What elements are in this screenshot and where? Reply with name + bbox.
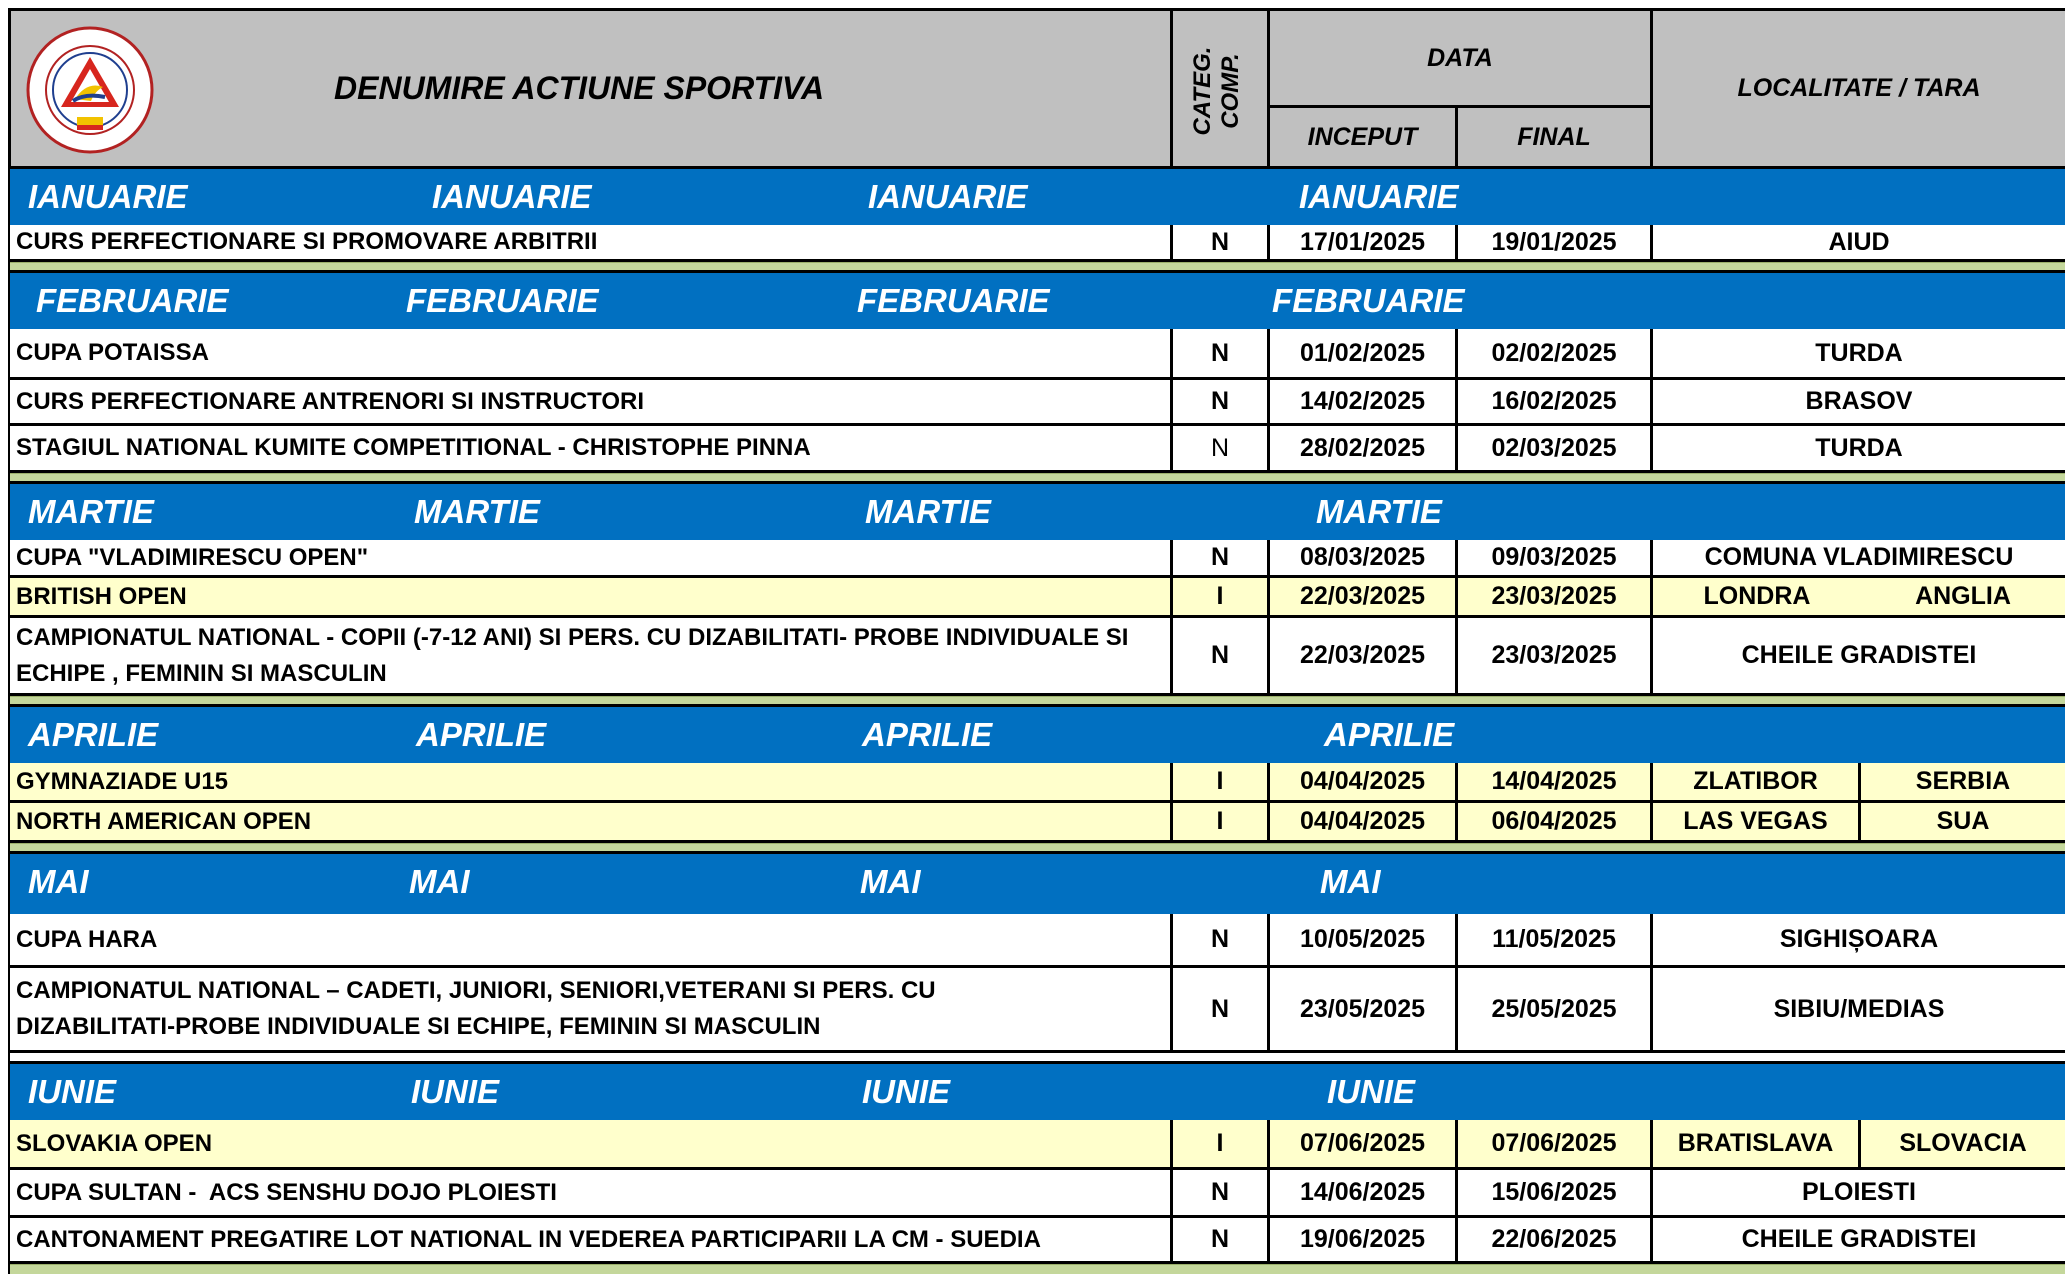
event-start-date: 10/05/2025 (1270, 914, 1458, 968)
event-category: I (1173, 1120, 1270, 1170)
event-end-date: 14/04/2025 (1458, 763, 1653, 803)
event-row (10, 329, 2065, 380)
month-label: MARTIE (1316, 493, 1442, 530)
month-label: IUNIE (411, 1073, 500, 1110)
event-end-date: 23/03/2025 (1458, 578, 1653, 618)
event-location: BRASOV (1653, 380, 2065, 426)
event-name: NORTH AMERICAN OPEN (10, 803, 1173, 843)
event-end-date: 15/06/2025 (1458, 1170, 1653, 1218)
month-band-iunie (10, 1064, 2065, 1120)
event-start-date: 07/06/2025 (1270, 1120, 1458, 1170)
month-label: IANUARIE (868, 178, 1028, 215)
event-country: SUA (1861, 803, 2065, 843)
event-name: CUPA "VLADIMIRESCU OPEN" (10, 540, 1173, 578)
month-label: IANUARIE (432, 178, 592, 215)
event-row (10, 380, 2065, 426)
event-location: CHEILE GRADISTEI (1653, 618, 2065, 696)
event-location: COMUNA VLADIMIRESCU (1653, 540, 2065, 578)
event-start-date: 22/03/2025 (1270, 618, 1458, 696)
header-title-cell (11, 11, 1173, 169)
event-category: N (1173, 968, 1270, 1053)
month-label: MAI (1320, 863, 1381, 900)
event-start-date: 04/04/2025 (1270, 763, 1458, 803)
event-start-date: 28/02/2025 (1270, 426, 1458, 473)
event-name: STAGIUL NATIONAL KUMITE COMPETITIONAL - CHRISTOPHE PINNA (10, 426, 1173, 473)
event-category: N (1173, 1218, 1270, 1264)
event-end-date: 22/06/2025 (1458, 1218, 1653, 1264)
event-row (10, 540, 2065, 578)
event-location: PLOIESTI (1653, 1170, 2065, 1218)
month-label: FEBRUARIE (36, 282, 229, 319)
month-label: MARTIE (865, 493, 991, 530)
page-title: DENUMIRE ACTIUNE SPORTIVA (334, 70, 825, 106)
separator (10, 696, 2065, 704)
event-location: AIUD (1653, 225, 2065, 262)
event-category: N (1173, 426, 1270, 473)
event-row (10, 225, 2065, 262)
event-row (10, 914, 2065, 968)
month-label: IANUARIE (1299, 178, 1459, 215)
event-end-date: 02/03/2025 (1458, 426, 1653, 473)
month-band-mai (10, 854, 2065, 914)
event-start-date: 19/06/2025 (1270, 1218, 1458, 1264)
event-row (10, 1170, 2065, 1218)
event-start-date: 04/04/2025 (1270, 803, 1458, 843)
month-band-martie (10, 484, 2065, 540)
month-label: MARTIE (28, 493, 154, 530)
event-row-international (10, 803, 2065, 843)
month-label: FEBRUARIE (406, 282, 599, 319)
month-label: MAI (409, 863, 470, 900)
event-name: CUPA HARA (10, 914, 1173, 968)
event-location: SIGHIȘOARA (1653, 914, 2065, 968)
event-start-date: 23/05/2025 (1270, 968, 1458, 1053)
header-final: FINAL (1517, 122, 1591, 151)
event-city: LAS VEGAS (1653, 803, 1861, 843)
event-name: CURS PERFECTIONARE ANTRENORI SI INSTRUCTORI (10, 380, 1173, 426)
event-end-date: 19/01/2025 (1458, 225, 1653, 262)
month-label: APRILIE (28, 716, 159, 753)
month-label: APRILIE (862, 716, 993, 753)
event-end-date: 09/03/2025 (1458, 540, 1653, 578)
event-name: SLOVAKIA OPEN (10, 1120, 1173, 1170)
event-category: N (1173, 225, 1270, 262)
event-end-date: 06/04/2025 (1458, 803, 1653, 843)
event-location: TURDA (1653, 329, 2065, 380)
month-label: APRILIE (416, 716, 547, 753)
event-start-date: 14/06/2025 (1270, 1170, 1458, 1218)
separator (10, 262, 2065, 270)
event-name: CANTONAMENT PREGATIRE LOT NATIONAL IN VEDEREA PARTICIPARII LA CM - SUEDIA (10, 1218, 1173, 1264)
event-start-date: 22/03/2025 (1270, 578, 1458, 618)
event-country: SERBIA (1861, 763, 2065, 803)
header-localitate-cell (1653, 11, 2065, 169)
event-category: N (1173, 914, 1270, 968)
month-band-ianuarie (10, 169, 2065, 225)
header-comp: COMP. (1217, 53, 1244, 129)
event-name: CURS PERFECTIONARE SI PROMOVARE ARBITRII (10, 225, 1173, 262)
event-category: N (1173, 380, 1270, 426)
month-label: IUNIE (28, 1073, 117, 1110)
event-start-date: 17/01/2025 (1270, 225, 1458, 262)
header-final-cell (1458, 108, 1653, 169)
event-start-date: 08/03/2025 (1270, 540, 1458, 578)
event-end-date: 25/05/2025 (1458, 968, 1653, 1053)
event-category: N (1173, 1170, 1270, 1218)
month-label: MAI (28, 863, 89, 900)
header-localitate: LOCALITATE / TARA (1737, 74, 1981, 102)
separator (10, 473, 2065, 481)
event-category: I (1173, 578, 1270, 618)
month-label: MAI (860, 863, 921, 900)
event-start-date: 01/02/2025 (1270, 329, 1458, 380)
event-country: SLOVACIA (1861, 1120, 2065, 1170)
event-location: CHEILE GRADISTEI (1653, 1218, 2065, 1264)
separator (10, 843, 2065, 851)
event-category: N (1173, 618, 1270, 696)
month-label: FEBRUARIE (857, 282, 1050, 319)
event-category: I (1173, 803, 1270, 843)
event-country: ANGLIA (1861, 578, 2065, 618)
event-row (10, 968, 2065, 1053)
month-label: MARTIE (414, 493, 540, 530)
separator (10, 1053, 2065, 1061)
header-categ: CATEG. (1189, 46, 1216, 136)
event-start-date: 14/02/2025 (1270, 380, 1458, 426)
header-data-cell (1270, 11, 1653, 108)
event-name: CAMPIONATUL NATIONAL – CADETI, JUNIORI, SENIORI,VETERANI SI PERS. CU DIZABILITATI-PROBE INDIVIDUALE SI ECHIPE, FEMININ SI MASCULIN (10, 968, 1173, 1053)
header-inceput: INCEPUT (1307, 122, 1418, 151)
event-category: N (1173, 540, 1270, 578)
event-row (10, 426, 2065, 473)
event-name: BRITISH OPEN (10, 578, 1173, 618)
month-label: IUNIE (1327, 1073, 1416, 1110)
event-row (10, 1218, 2065, 1264)
event-name: GYMNAZIADE U15 (10, 763, 1173, 803)
event-end-date: 11/05/2025 (1458, 914, 1653, 968)
event-city: BRATISLAVA (1653, 1120, 1861, 1170)
month-band-aprilie (10, 707, 2065, 763)
month-label: IUNIE (862, 1073, 951, 1110)
federation-logo (25, 25, 155, 155)
event-name: CAMPIONATUL NATIONAL - COPII (-7-12 ANI) SI PERS. CU DIZABILITATI- PROBE INDIVIDUALE SI ECHIPE , FEMININ SI MASCULIN (10, 618, 1173, 696)
header-inceput-cell (1270, 108, 1458, 169)
event-row-international (10, 763, 2065, 803)
event-name: CUPA POTAISSA (10, 329, 1173, 380)
event-row-international (10, 1120, 2065, 1170)
event-category: I (1173, 763, 1270, 803)
month-band-februarie (10, 273, 2065, 329)
header-data: DATA (1427, 43, 1493, 72)
event-category: N (1173, 329, 1270, 380)
event-end-date: 02/02/2025 (1458, 329, 1653, 380)
event-name: CUPA SULTAN - ACS SENSHU DOJO PLOIESTI (10, 1170, 1173, 1218)
separator (10, 1264, 2065, 1274)
month-label: IANUARIE (28, 178, 188, 215)
event-location: TURDA (1653, 426, 2065, 473)
month-label: APRILIE (1324, 716, 1455, 753)
event-city: LONDRA (1653, 578, 1861, 618)
event-row (10, 618, 2065, 696)
event-location: SIBIU/MEDIAS (1653, 968, 2065, 1053)
event-row-international (10, 578, 2065, 618)
month-label: FEBRUARIE (1272, 282, 1465, 319)
event-end-date: 16/02/2025 (1458, 380, 1653, 426)
event-city: ZLATIBOR (1653, 763, 1861, 803)
event-end-date: 07/06/2025 (1458, 1120, 1653, 1170)
event-end-date: 23/03/2025 (1458, 618, 1653, 696)
header-categ-cell (1173, 11, 1270, 169)
